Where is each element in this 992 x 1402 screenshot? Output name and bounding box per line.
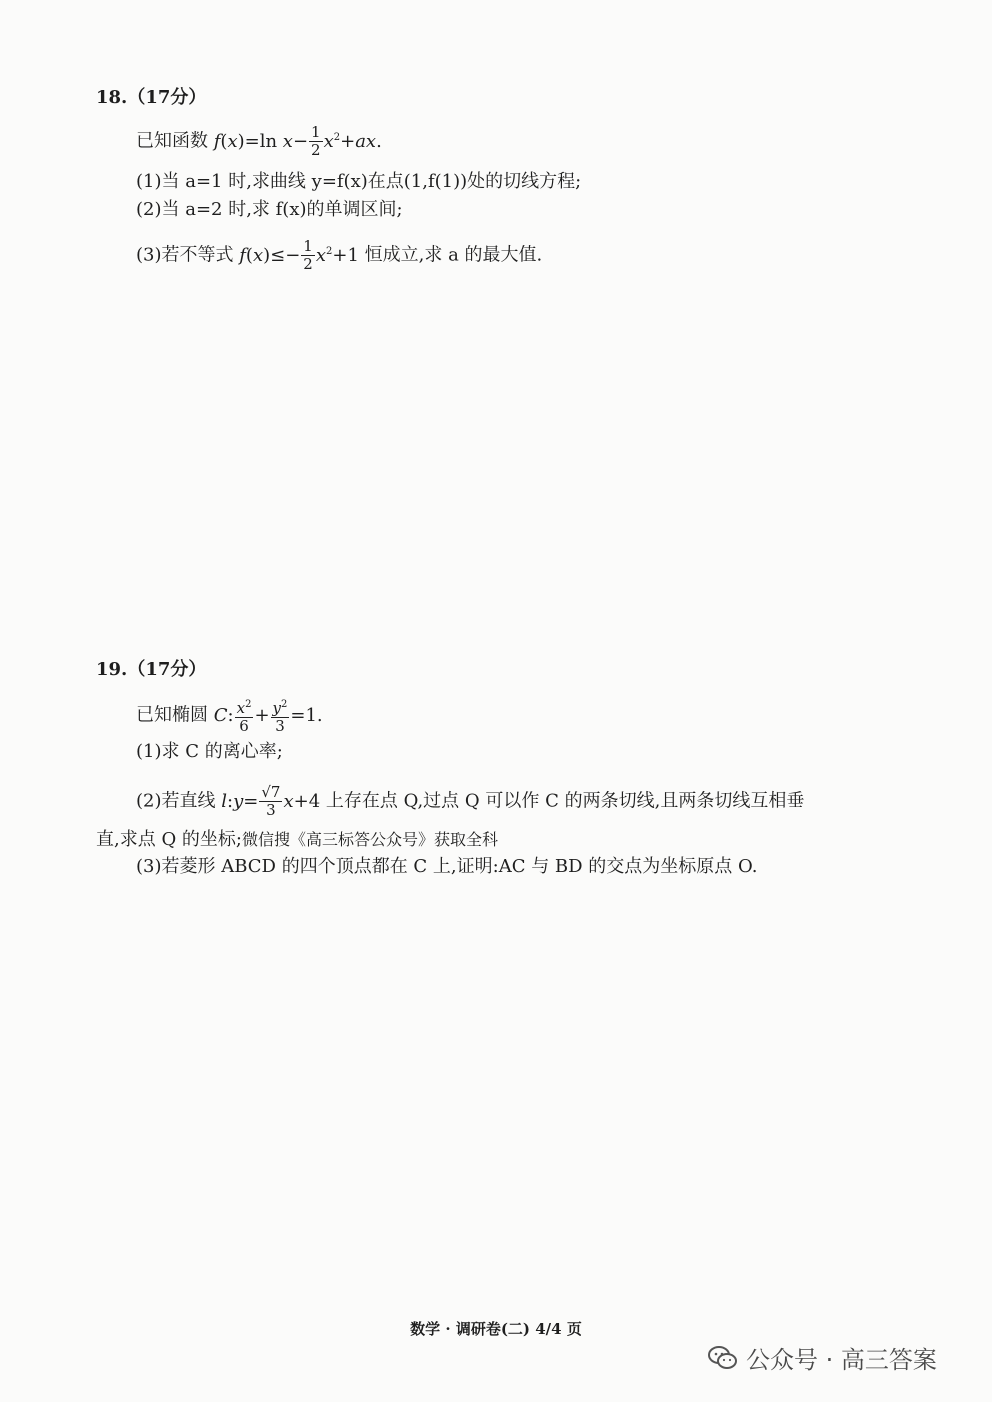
question-19-header: 19.（17分） [96,659,207,680]
watermark-text: 公众号 · 高三答案 [746,1346,937,1374]
q19-part2 [136,784,804,819]
q19-part3: (3)若菱形 ABCD 的四个顶点都在 C 上,证明:AC 与 BD 的交点为坐标原点 O. [136,856,758,877]
q19-part2-cont: 直,求点 Q 的坐标; [96,829,242,850]
q19-line-formula: l:y= $\frac{√7}{3}$ x+4 [221,783,326,819]
q19-part2-continued [96,828,498,852]
q19-part2-prefix: (2)若直线 [136,790,216,812]
q18-function-formula: f(x)=ln x− $\frac{1}{2}$ $x^2+ax$. [213,123,382,159]
q19-ellipse-formula: C: $\frac{x^2}{6}$ + $\frac{y^2}{3}$ =1. [214,705,323,726]
promo-text: 微信搜《高三标答公众号》获取全科 [242,830,499,849]
q19-part2-suffix: 上存在点 Q,过点 Q 可以作 C 的两条切线,且两条切线互相垂 [325,790,805,812]
q19-part1: (1)求 C 的离心率; [136,741,283,762]
q18-part1: (1)当 a=1 时,求曲线 y=f(x)在点(1,f(1))处的切线方程; [136,171,582,192]
q18-inequality-formula: f(x)≤− $\frac{1}{2}$ $x^2+1$ [239,237,365,273]
q18-part2: (2)当 a=2 时,求 f(x)的单调区间; [136,199,403,220]
watermark [708,1340,937,1375]
q18-stem-prefix: 已知函数 [136,130,208,152]
q18-part3-suffix: 恒成立,求 a 的最大值. [364,244,543,266]
q18-part3-prefix: (3)若不等式 [136,244,234,266]
q19-stem-prefix: 已知椭圆 [136,704,208,726]
question-18-header: 18.（17分） [96,87,207,108]
wechat-icon [708,1345,738,1371]
page-footer: 数学 · 调研卷(二) 4/4 页 [410,1320,582,1338]
question-18-stem [136,124,382,159]
q18-part3 [136,238,542,273]
question-19-stem [136,696,323,735]
